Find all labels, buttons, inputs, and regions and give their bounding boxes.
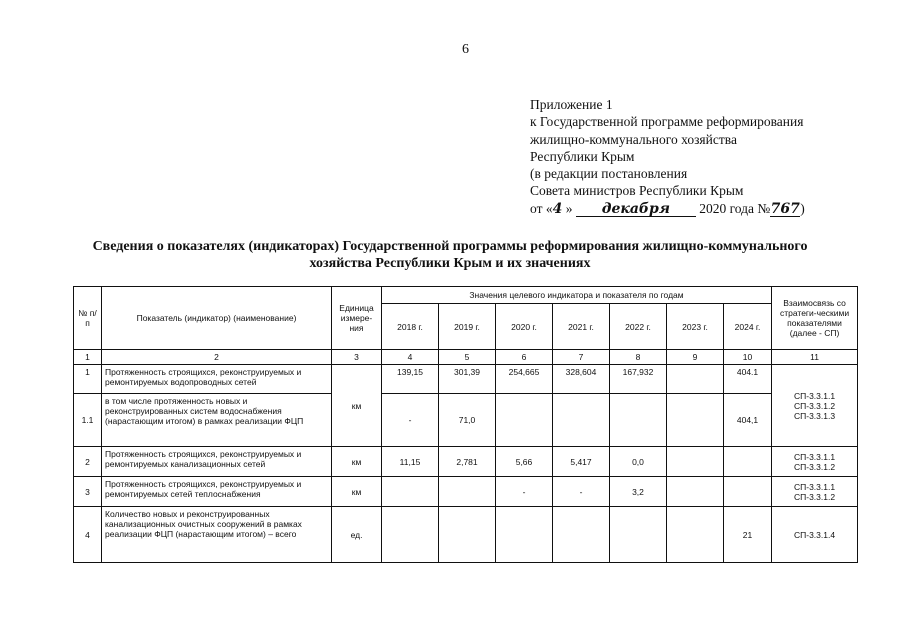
table-row: [74, 447, 858, 477]
row-unit: ед.: [332, 507, 382, 563]
row-value: 11,15: [382, 447, 439, 477]
row-value: [610, 507, 667, 563]
row-value: [667, 365, 724, 394]
row-unit: км: [332, 447, 382, 477]
row-value: [553, 394, 610, 447]
title-line-1: Сведения о показателях (индикаторах) Государственной программы реформирования жилищно-коммунального: [92, 239, 808, 254]
header-num: № п/п: [74, 287, 102, 350]
row-unit: км: [332, 477, 382, 507]
column-number: 6: [496, 350, 553, 365]
row-value: [667, 477, 724, 507]
appendix-line: жилищно-коммунального хозяйства: [530, 131, 737, 147]
row-name: Протяженность строящихся, реконструируемых и ремонтируемых канализационных сетей: [102, 447, 332, 477]
table-row: [74, 507, 858, 563]
row-value: 71,0: [439, 394, 496, 447]
date-mid: »: [565, 200, 573, 216]
row-value: [667, 507, 724, 563]
row-value: [724, 447, 772, 477]
row-value: -: [553, 477, 610, 507]
appendix-line: к Государственной программе реформирования: [530, 114, 804, 130]
row-value: 21: [724, 507, 772, 563]
row-link: СП-3.3.1.4: [772, 507, 858, 563]
document-title: [50, 238, 850, 272]
table-row: [74, 394, 858, 447]
column-number: 8: [610, 350, 667, 365]
row-name: Количество новых и реконструированных канализационных очистных сооружений в рамках реализации ФЦП (нарастающим итогом) – всего: [102, 507, 332, 563]
row-value: [496, 507, 553, 563]
column-number: 10: [724, 350, 772, 365]
row-value: 404.1: [724, 365, 772, 394]
column-number: 1: [74, 350, 102, 365]
table-row: [74, 477, 858, 507]
row-value: 5,417: [553, 447, 610, 477]
date-prefix: от «: [530, 200, 553, 216]
row-value: 167,932: [610, 365, 667, 394]
header-year: 2021 г.: [553, 304, 610, 350]
row-name: Протяженность строящихся, реконструируемых и ремонтируемых водопроводных сетей: [102, 365, 332, 394]
row-value: 254,665: [496, 365, 553, 394]
appendix-line: Совета министров Республики Крым: [530, 183, 744, 199]
row-value: [667, 447, 724, 477]
header-values-group: Значения целевого индикатора и показателя по годам: [382, 287, 772, 304]
header-year: 2022 г.: [610, 304, 667, 350]
page-number: 6: [462, 42, 469, 57]
indicators-table: [73, 286, 858, 563]
appendix-line: Республики Крым: [530, 148, 635, 164]
column-number: 4: [382, 350, 439, 365]
column-number: 2: [102, 350, 332, 365]
title-line-2: хозяйства Республики Крым и их значениях: [309, 256, 591, 271]
row-value: 2,781: [439, 447, 496, 477]
appendix-block: [530, 96, 805, 218]
date-day: 4: [552, 200, 563, 217]
row-value: [724, 477, 772, 507]
row-value: 0,0: [610, 447, 667, 477]
row-value: [439, 507, 496, 563]
header-year: 2018 г.: [382, 304, 439, 350]
column-number: 11: [772, 350, 858, 365]
table-row: [74, 365, 858, 394]
row-name: Протяженность строящихся, реконструируемых и ремонтируемых сетей теплоснабжения: [102, 477, 332, 507]
row-link: СП-3.3.1.1 СП-3.3.1.2 СП-3.3.1.3: [772, 365, 858, 447]
header-year: 2020 г.: [496, 304, 553, 350]
header-unit: Единица измере-ния: [332, 287, 382, 350]
header-link: Взаимосвязь со стратеги-ческими показателями (далее - СП): [772, 287, 858, 350]
column-number: 9: [667, 350, 724, 365]
row-value: 3,2: [610, 477, 667, 507]
header-year: 2019 г.: [439, 304, 496, 350]
row-value: 404,1: [724, 394, 772, 447]
row-num: 4: [74, 507, 102, 563]
row-num: 1: [74, 365, 102, 394]
row-num: 1.1: [74, 394, 102, 447]
row-name: в том числе протяженность новых и реконструированных систем водоснабжения (нарастающим итогом) в рамках реализации ФЦП: [102, 394, 332, 447]
row-value: -: [382, 394, 439, 447]
date-month: декабря: [576, 202, 696, 217]
appendix-line: Приложение 1: [530, 97, 613, 112]
header-name: Показатель (индикатор) (наименование): [102, 287, 332, 350]
row-value: [382, 477, 439, 507]
document-number: 767: [770, 200, 800, 217]
row-link: СП-3.3.1.1 СП-3.3.1.2: [772, 447, 858, 477]
row-value: [610, 394, 667, 447]
row-value: 328,604: [553, 365, 610, 394]
row-value: 5,66: [496, 447, 553, 477]
header-year: 2023 г.: [667, 304, 724, 350]
row-value: [667, 394, 724, 447]
row-value: 139,15: [382, 365, 439, 394]
row-value: [382, 507, 439, 563]
row-value: 301,39: [439, 365, 496, 394]
row-value: [496, 394, 553, 447]
date-line: от «4 » декабря 2020 года №767): [530, 200, 805, 217]
column-number: 3: [332, 350, 382, 365]
row-value: [439, 477, 496, 507]
row-value: [553, 507, 610, 563]
row-unit: км: [332, 365, 382, 447]
appendix-line: (в редакции постановления: [530, 166, 688, 182]
row-link: СП-3.3.1.1 СП-3.3.1.2: [772, 477, 858, 507]
row-num: 2: [74, 447, 102, 477]
column-number: 7: [553, 350, 610, 365]
row-num: 3: [74, 477, 102, 507]
date-year: 2020 года №: [699, 200, 771, 216]
column-number: 5: [439, 350, 496, 365]
row-value: -: [496, 477, 553, 507]
header-year: 2024 г.: [724, 304, 772, 350]
